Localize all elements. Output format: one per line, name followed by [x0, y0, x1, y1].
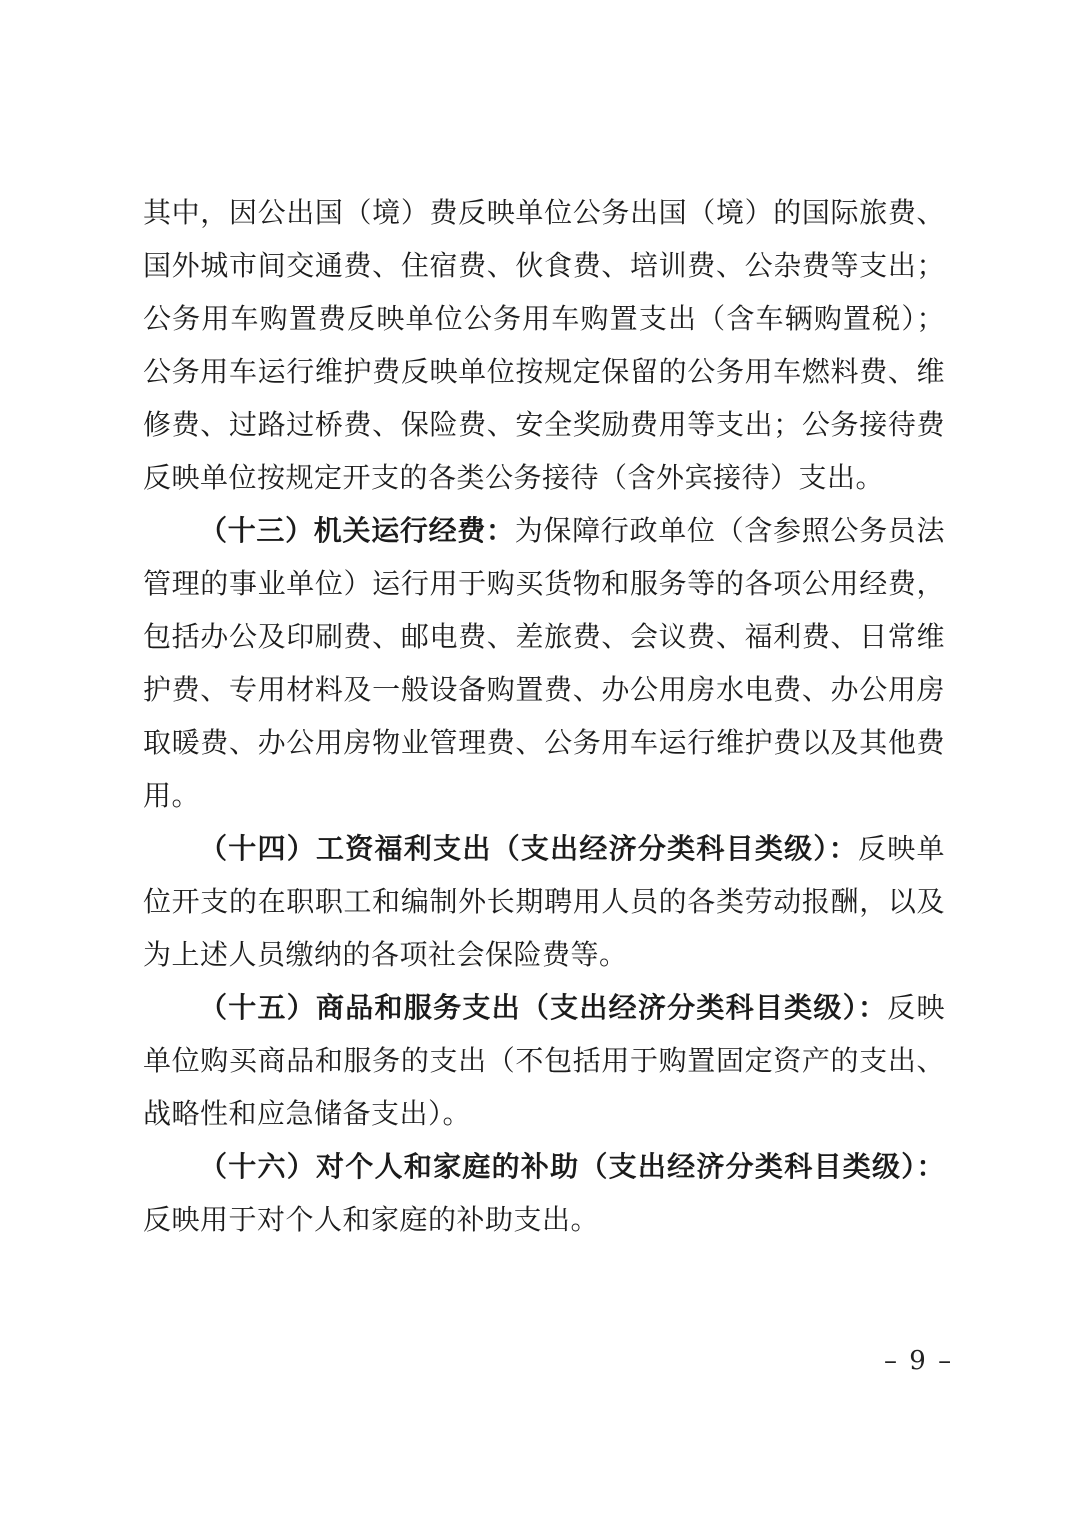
- paragraph-text: 反映单位开支的在职职工和编制外长期聘用人员的各类劳动报酬，以及为上述人员缴纳的各项社会保险费等。: [143, 834, 945, 971]
- page-number: – 9 –: [884, 1346, 954, 1376]
- paragraph-item-16: [143, 1141, 945, 1247]
- paragraph-lead: （十六）对个人和家庭的补助（支出经济分类科目类级）：: [199, 1152, 945, 1183]
- paragraph-item-15: [143, 982, 945, 1141]
- paragraph-item-14: [143, 823, 945, 982]
- paragraph-text: 反映单位购买商品和服务的支出（不包括用于购置固定资产的支出、战略性和应急储备支出）。: [143, 993, 945, 1130]
- paragraph-text: 为保障行政单位（含参照公务员法管理的事业单位）运行用于购买货物和服务等的各项公用经费，包括办公及印刷费、邮电费、差旅费、会议费、福利费、日常维护费、专用材料及一般设备购置费、办公用房水电费、办公用房取暖费、办公用房物业管理费、公务用车运行维护费以及其他费用。: [143, 516, 945, 812]
- paragraph-lead: （十四）工资福利支出（支出经济分类科目类级）：: [199, 834, 858, 865]
- paragraph-continuation: [143, 187, 945, 505]
- paragraph-text: 其中，因公出国（境）费反映单位公务出国（境）的国际旅费、国外城市间交通费、住宿费、伙食费、培训费、公杂费等支出；公务用车购置费反映单位公务用车购置支出（含车辆购置税）；公务用车运行维护费反映单位按规定保留的公务用车燃料费、维修费、过路过桥费、保险费、安全奖励费用等支出；公务接待费反映单位按规定开支的各类公务接待（含外宾接待）支出。: [143, 198, 945, 494]
- paragraph-lead: （十五）商品和服务支出（支出经济分类科目类级）：: [199, 993, 888, 1024]
- paragraph-item-13: [143, 505, 945, 823]
- document-body: [143, 187, 945, 1247]
- paragraph-text: 反映用于对个人和家庭的补助支出。: [143, 1205, 600, 1236]
- paragraph-lead: （十三）机关运行经费：: [199, 516, 515, 547]
